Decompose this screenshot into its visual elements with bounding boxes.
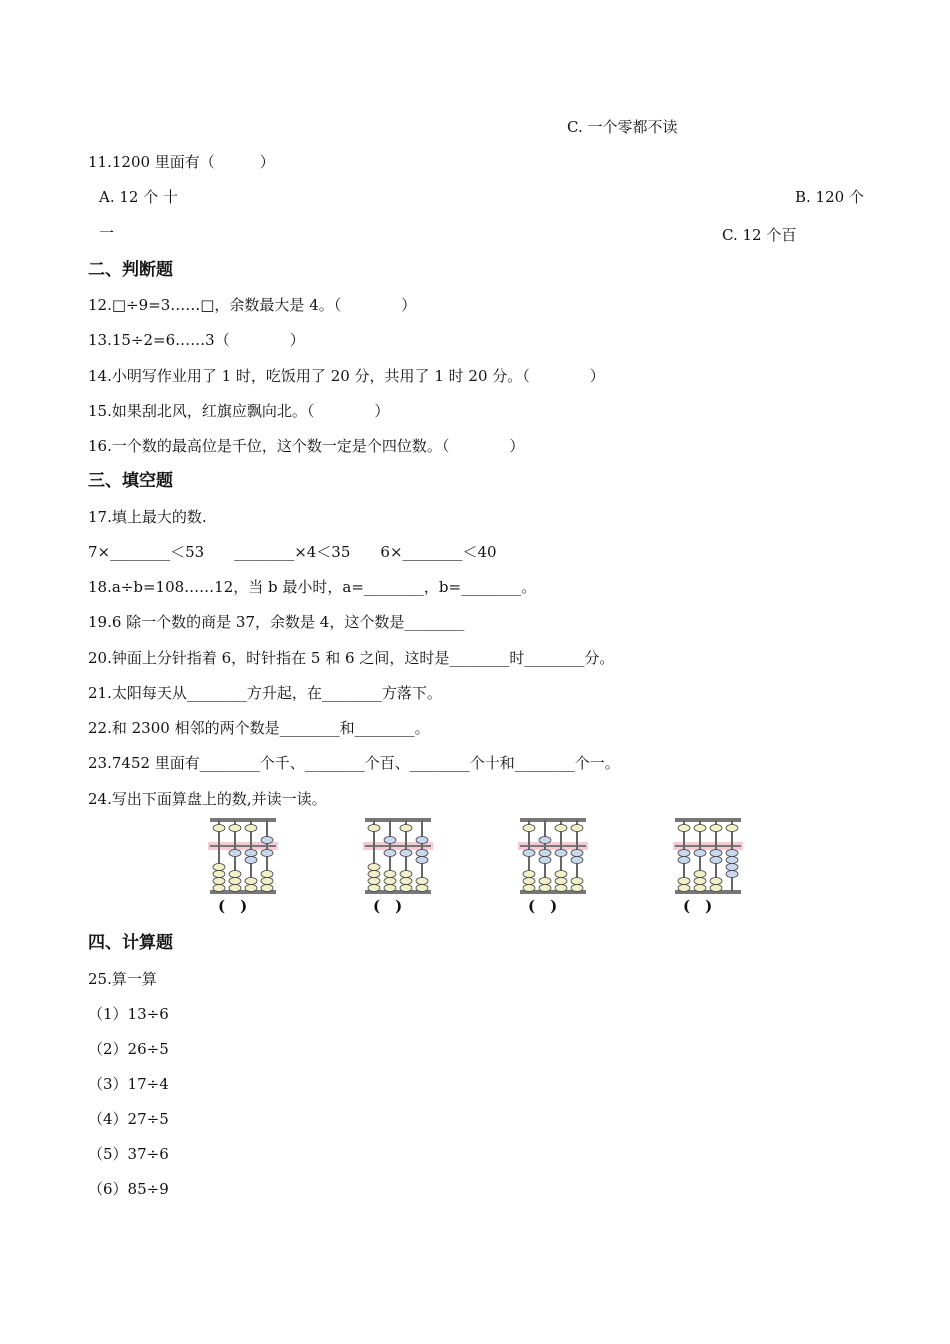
q19: 19.6 除一个数的商是 37，余数是 4，这个数是________ — [88, 613, 465, 631]
abacus-2-answer: ( ) — [373, 897, 403, 915]
calc-item-3: （3）17÷4 — [88, 1075, 169, 1093]
abacus-2-figure — [363, 816, 433, 896]
abacus-4 — [673, 816, 743, 916]
abacus-3-answer: ( ) — [528, 897, 558, 915]
q20: 20.钟面上分针指着 6，时针指在 5 和 6 之间，这时是________时________分。 — [88, 649, 615, 667]
q21: 21.太阳每天从________方升起，在________方落下。 — [88, 684, 442, 702]
abacus-4-figure — [673, 816, 743, 896]
q11-option-c: C. 12 个百 — [722, 226, 797, 244]
abacus-1-answer: ( ) — [218, 897, 248, 915]
abacus-3 — [518, 816, 588, 916]
abacus-1 — [208, 816, 278, 916]
q12: 12.□÷9=3……□，余数最大是 4。（ ） — [88, 296, 417, 314]
section-4-title: 四、计算题 — [88, 933, 173, 953]
calc-item-2: （2）26÷5 — [88, 1040, 169, 1058]
q22: 22.和 2300 相邻的两个数是________和________。 — [88, 719, 430, 737]
q17: 17.填上最大的数. — [88, 508, 207, 526]
q11-option-b: B. 120 个 — [795, 188, 864, 206]
calc-item-4: （4）27÷5 — [88, 1110, 169, 1128]
calc-item-1: （1）13÷6 — [88, 1005, 169, 1023]
q24: 24.写出下面算盘上的数,并读一读。 — [88, 790, 327, 808]
q15: 15.如果刮北风，红旗应飘向北。（ ） — [88, 402, 390, 420]
q11-stem: 11.1200 里面有（ ） — [88, 153, 275, 171]
q10-option-c: C. 一个零都不读 — [567, 118, 678, 136]
q17-blanks: 7×________＜53 ________×4＜35 6×________＜40 — [88, 543, 497, 561]
q13: 13.15÷2=6……3（ ） — [88, 331, 305, 349]
abacus-4-answer: ( ) — [683, 897, 713, 915]
q25: 25.算一算 — [88, 970, 157, 988]
abacus-2 — [363, 816, 433, 916]
section-3-title: 三、填空题 — [88, 471, 173, 491]
q18: 18.a÷b=108……12，当 b 最小时，a=________，b=________。 — [88, 578, 537, 596]
calc-item-6: （6）85÷9 — [88, 1180, 169, 1198]
q14: 14.小明写作业用了 1 时，吃饭用了 20 分，共用了 1 时 20 分。（ ） — [88, 367, 605, 385]
q11-option-a: A. 12 个 十 — [99, 188, 178, 206]
calc-item-5: （5）37÷6 — [88, 1145, 169, 1163]
q23: 23.7452 里面有________个千、________个百、________个十和________个一。 — [88, 754, 620, 772]
abacus-1-figure — [208, 816, 278, 896]
q11-option-b-continued: 一 — [99, 224, 115, 242]
section-2-title: 二、判断题 — [88, 260, 173, 280]
abacus-3-figure — [518, 816, 588, 896]
q16: 16.一个数的最高位是千位，这个数一定是个四位数。（ ） — [88, 437, 525, 455]
